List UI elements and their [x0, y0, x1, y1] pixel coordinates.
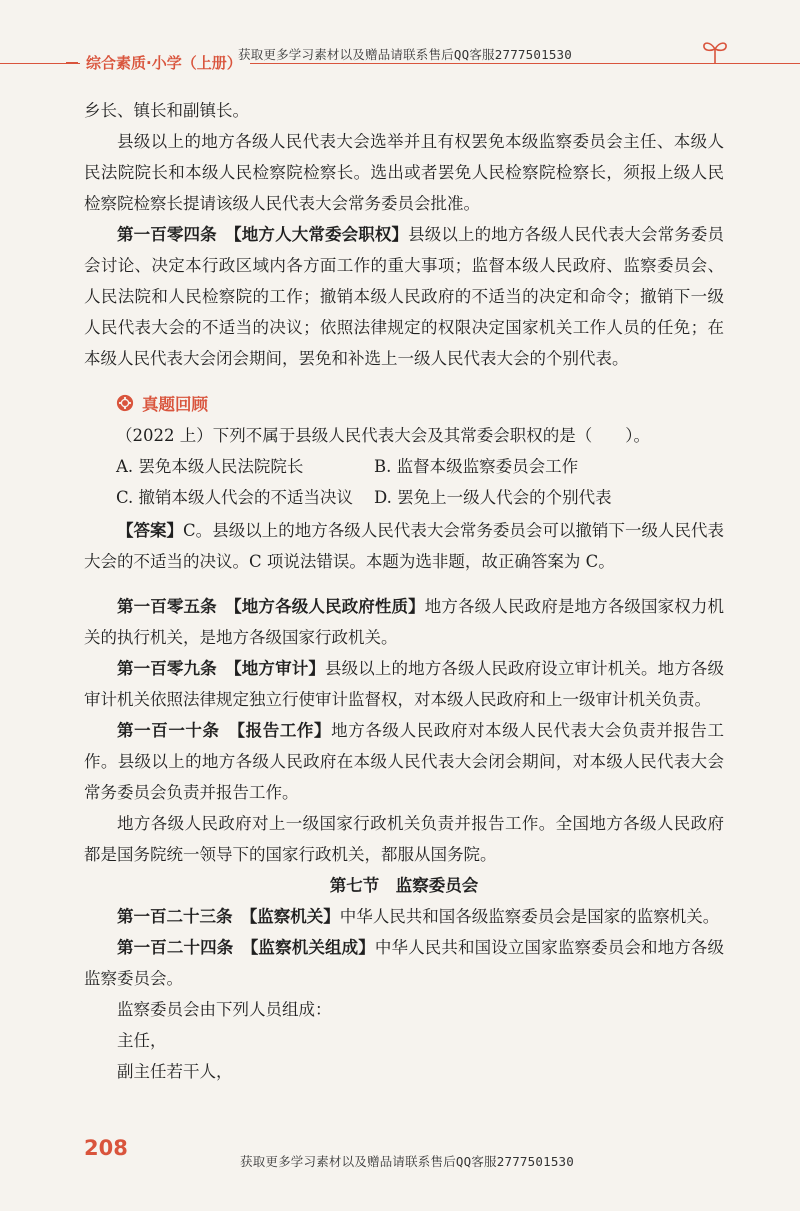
article-paragraph [84, 901, 724, 932]
article-heading: 第一百零五条 【地方各级人民政府性质】 [117, 597, 425, 616]
section-title: 第七节 监察委员会 [329, 876, 479, 895]
article-heading: 第一百零九条 【地方审计】 [117, 659, 325, 678]
article-text: 地方各级人民政府对本级人民代表大会负责并报告工作。县级以上的地方各级人民政府在本级人民代表大会闭会期间，对本级人民代表大会常务委员会负责并报告工作。 [84, 721, 725, 802]
paragraph: 乡长、镇长和副镇长。 [84, 101, 249, 120]
article-text: 县级以上的地方各级人民代表大会常务委员会讨论、决定本行政区域内各方面工作的重大事项；监督本级人民政府、监察委员会、人民法院和人民检察院的工作；撤销本级人民政府的不适当的决定和命令；撤销下一级人民代表大会的不适当的决议；依照法律规定的权限决定国家机关工作人员的任免；在本级人民代表大会闭会期间，罢免和补选上一级人民代表大会的个别代表。 [84, 225, 725, 368]
header-rule-accent [66, 62, 78, 64]
page-number: 208 [84, 1136, 128, 1160]
option-b: B. 监督本级监察委员会工作 [374, 457, 579, 476]
article-heading: 第一百二十三条 【监察机关】 [117, 907, 340, 926]
article-text: 地方各级人民政府是地方各级国家权力机关的执行机关，是地方各级国家行政机关。 [84, 597, 725, 647]
spacer [84, 577, 724, 591]
flower-icon [116, 394, 134, 412]
watermark-top: 获取更多学习素材以及赠品请联系售后QQ客服2777501530 [238, 47, 573, 62]
paragraph: 主任， [117, 1031, 167, 1050]
option-c: C. 撤销本级人代会的不适当决议 [116, 488, 354, 507]
article-heading: 第一百二十四条 【监察机关组成】 [117, 938, 375, 957]
sprout-icon [700, 38, 730, 64]
watermark-bottom: 获取更多学习素材以及赠品请联系售后QQ客服2777501530 [240, 1154, 575, 1169]
review-title: 真题回顾 [142, 395, 208, 414]
article-text: 中华人民共和国设立国家监察委员会和地方各级监察委员会。 [84, 938, 725, 988]
answer-text: C。县级以上的地方各级人民代表大会常务委员会可以撤销下一级人民代表大会的不适当的决议。C 项说法错误。本题为选非题，故正确答案为 C。 [84, 521, 725, 571]
paragraph: 副主任若干人， [117, 1062, 233, 1081]
article-text: 中华人民共和国各级监察委员会是国家的监察机关。 [339, 907, 720, 926]
option-a: A. 罢免本级人民法院院长 [116, 457, 304, 476]
paragraph: 县级以上的地方各级人民代表大会选举并且有权罢免本级监察委员会主任、本级人民法院院长和本级人民检察院检察长。选出或者罢免人民检察院检察长，须报上级人民检察院检察长提请该级人民代表大会常务委员会批准。 [84, 132, 724, 213]
question-stem: （2022 上）下列不属于县级人民代表大会及其常委会职权的是（ ）。 [116, 426, 650, 445]
option-row [84, 482, 724, 513]
article-paragraph [84, 219, 724, 374]
article-text: 县级以上的地方各级人民政府设立审计机关。地方各级审计机关依照法律规定独立行使审计监督权，对本级人民政府和上一级审计机关负责。 [84, 659, 725, 709]
article-paragraph [84, 591, 724, 653]
article-paragraph [84, 715, 724, 808]
answer-tag: 【答案】 [117, 521, 184, 540]
review-header [84, 386, 724, 420]
answer-paragraph [84, 515, 724, 577]
paragraph: 监察委员会由下列人员组成： [117, 1000, 332, 1019]
article-paragraph [84, 932, 724, 994]
option-d: D. 罢免上一级人代会的个别代表 [374, 488, 612, 507]
article-heading: 第一百零四条 【地方人大常委会职权】 [117, 225, 409, 244]
article-heading: 第一百一十条 【报告工作】 [117, 721, 332, 740]
article-paragraph [84, 653, 724, 715]
page-body [84, 95, 724, 1087]
option-row [84, 451, 724, 482]
paragraph: 地方各级人民政府对上一级国家行政机关负责并报告工作。全国地方各级人民政府都是国务院统一领导下的国家行政机关，都服从国务院。 [84, 814, 724, 864]
book-title: 综合素质·小学（上册） [80, 52, 250, 73]
